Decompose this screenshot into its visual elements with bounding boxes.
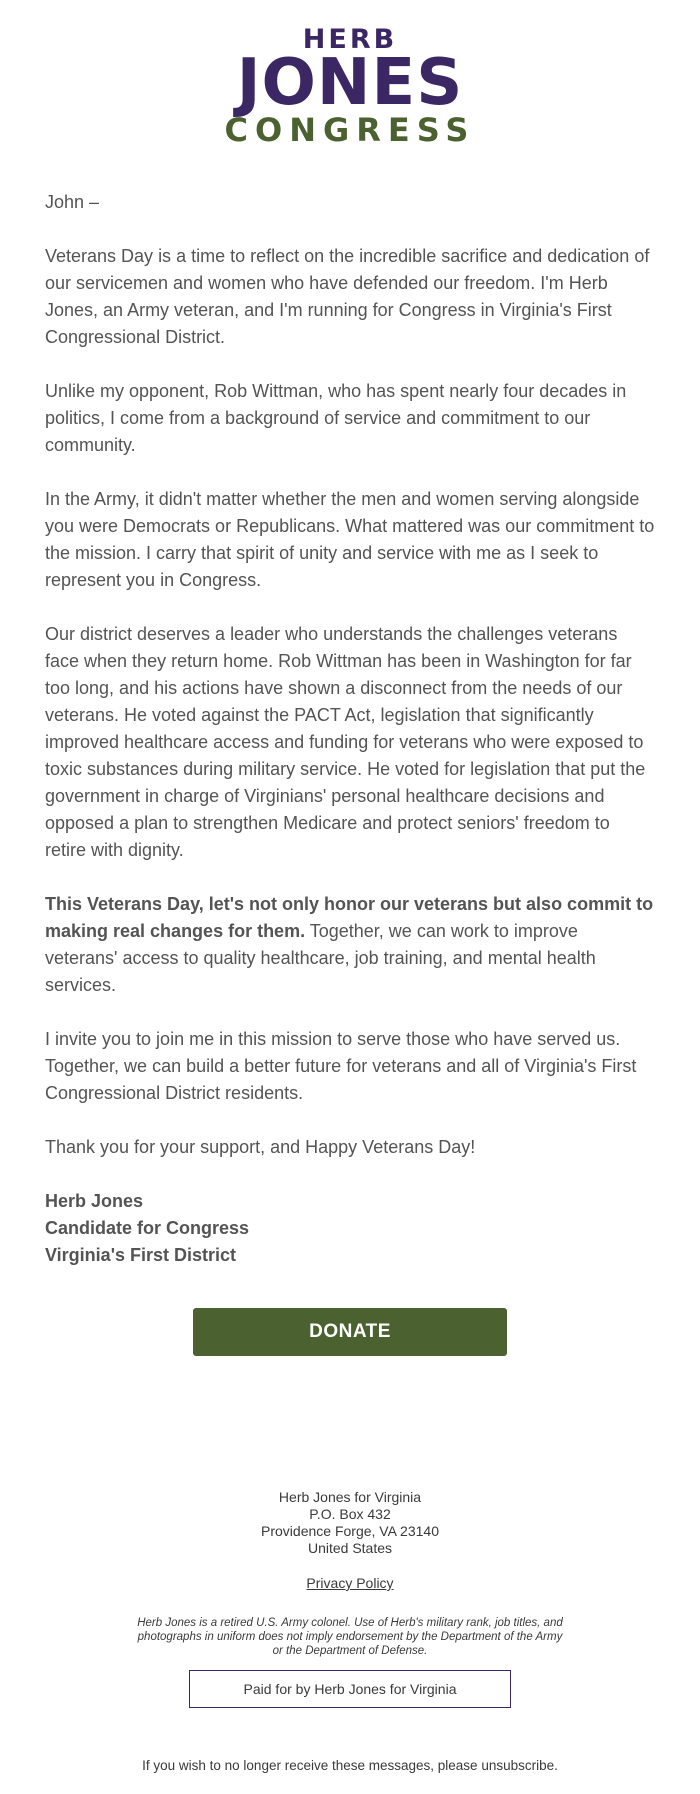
footer-city: Providence Forge, VA 23140 xyxy=(261,1523,439,1539)
mailing-address xyxy=(0,1489,700,1557)
paragraph-intro: Veterans Day is a time to reflect on the incredible sacrifice and dedication of our servicemen and women who have defended our freedom. I'm Herb Jones, an Army veteran, and I'm running for Congress in Virginia's First Congressional District. xyxy=(45,246,650,347)
unsubscribe-text[interactable]: If you wish to no longer receive these messages, please unsubscribe. xyxy=(142,1758,558,1773)
signature-name: Herb Jones xyxy=(45,1191,144,1211)
paragraph-commitment xyxy=(45,891,655,999)
military-disclaimer: Herb Jones is a retired U.S. Army colonel. Use of Herb's military rank, job titles, and photographs in uniform does not imply endorsement by the Department of the Army or the Department of Defense. xyxy=(137,1617,563,1657)
commitment-bold-text: This Veterans Day, let's not only honor our veterans but also commit to making real changes for them. xyxy=(45,894,654,941)
paragraph-thanks: Thank you for your support, and Happy Veterans Day! xyxy=(45,1137,476,1157)
paragraph-army: In the Army, it didn't matter whether the men and women serving alongside you were Democrats or Republicans. What mattered was our commitment to the mission. I carry that spirit of unity and service with me as I seek to represent you in Congress. xyxy=(45,489,655,590)
donate-button[interactable]: DONATE xyxy=(193,1308,507,1356)
footer-country: United States xyxy=(307,1540,393,1556)
commitment-text: Together, we can work to improve veterans' access to quality healthcare, job training, and mental health services. xyxy=(45,921,596,995)
signature-block xyxy=(45,1188,655,1269)
footer-po-box: P.O. Box 432 xyxy=(309,1506,391,1522)
paragraph-district: Our district deserves a leader who understands the challenges veterans face when they return home. Rob Wittman has been in Washington for far too long, and his actions have shown a disconnect from the needs of our veterans. He voted against the PACT Act, legislation that significantly improved healthcare access and funding for veterans who were exposed to toxic substances during military service. He voted for legislation that put the government in charge of Virginians' personal healthcare decisions and opposed a plan to strengthen Medicare and protect seniors' freedom to retire with dignity. xyxy=(45,624,646,860)
email-body xyxy=(0,150,700,1269)
logo-jones-text: JONES xyxy=(236,46,464,120)
paid-for-box: Paid for by Herb Jones for Virginia xyxy=(189,1670,511,1708)
logo-herb-text: HERB xyxy=(302,24,398,55)
paragraph-opponent: Unlike my opponent, Rob Wittman, who has spent nearly four decades in politics, I come from a background of service and commitment to our community. xyxy=(45,381,627,455)
paragraph-invite: I invite you to join me in this mission to serve those who have served us. Together, we can build a better future for veterans and all of Virginia's First Congressional District residents. xyxy=(45,1029,637,1103)
signature-district: Virginia's First District xyxy=(45,1245,237,1265)
footer xyxy=(0,1489,700,1773)
greeting: John – xyxy=(45,192,100,212)
privacy-policy-link[interactable]: Privacy Policy xyxy=(306,1575,394,1591)
signature-title: Candidate for Congress xyxy=(45,1218,250,1238)
logo-congress-text: CONGRESS xyxy=(224,111,476,149)
donate-container xyxy=(0,1308,700,1356)
footer-org: Herb Jones for Virginia xyxy=(278,1489,422,1505)
campaign-logo[interactable] xyxy=(0,0,700,150)
